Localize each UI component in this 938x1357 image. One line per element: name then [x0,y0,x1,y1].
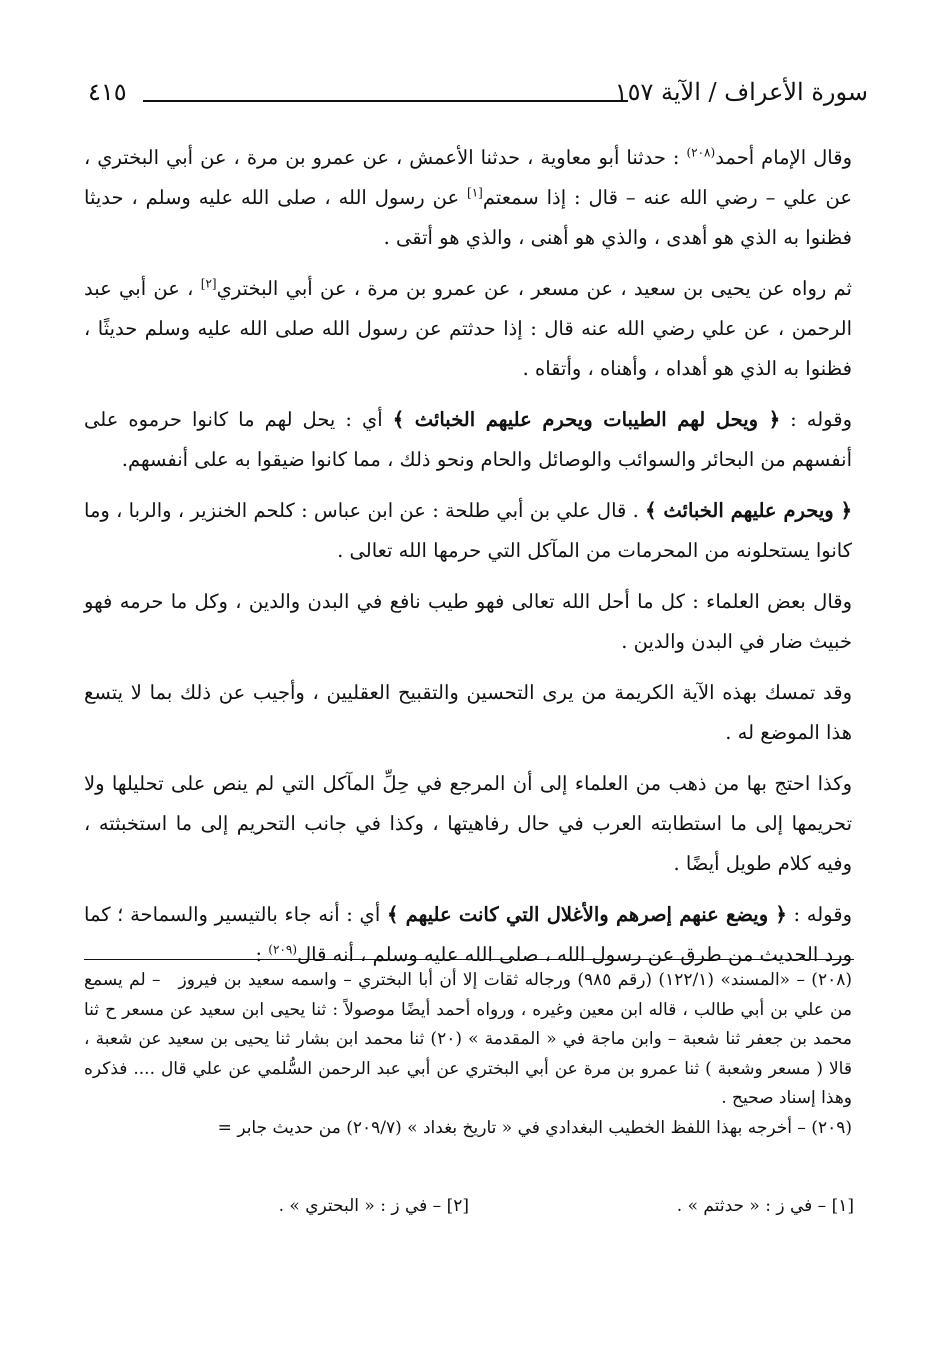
paragraph-1 [84,138,852,258]
page-header [88,78,868,118]
quran-quote: ﴿ ويحرم عليهم الخبائث ﴾ [645,499,853,522]
page-number: ٤١٥ [88,78,127,106]
variant-note-2: [٢] – في ز : « البحتري » . [278,1196,469,1216]
footnote-208-first-line: (٢٠٨) – «المسند» (١٢٢/١) (رقم ٩٨٥) ورجاله ثقات إلا أن أبا البختري – واسمه سعيد بن فيروز [178,970,852,990]
text-span: عن رسول الله ، صلى الله عليه وسلم ، حديثا فظنوا به الذي هو أهدى ، والذي هو أهنى ، والذي هو أتقى . [84,186,852,249]
paragraph-4 [84,491,852,571]
header-rule [143,100,628,102]
paragraph-7: وكذا احتج بها من ذهب من العلماء إلى أن المرجع في حِلِّ المآكل التي لم ينص على تحليلها ولا تحريمها إلى ما استطابته العرب في حال رفاهيتها ، وكذا في جانب التحريم إلى ما استخبثته ، وفيه كلام طويل أيضًا . [84,772,852,875]
footnote-ref-209: (٢٠٩) [268,942,298,957]
quran-quote: ﴿ ويحل لهم الطيبات ويحرم عليهم الخبائث ﴾ [392,408,781,431]
variant-notes [84,1196,854,1228]
text-span: أي : أنه جاء بالتيسير والسماحة ؛ كما ورد الحديث من طرق عن رسول الله ، صلى الله عليه وسلم ، أنه قال [84,903,852,966]
main-text [84,138,852,986]
footnote-208 [84,966,852,1114]
paragraph-5: وقال بعض العلماء : كل ما أحل الله تعالى فهو طيب نافع في البدن والدين ، وكل ما حرمه فهو خبيث ضار في البدن والدين . [84,590,852,653]
text-span: أي : يحل لهم ما كانوا حرموه على أنفسهم من البحائر والسوائب والوصائل والحام ونحو ذلك ، مما كانوا ضيقوا به على أنفسهم. [84,408,852,471]
variant-ref-2: [٢] [200,276,217,291]
footnote-separator [84,959,854,960]
footnote-209: (٢٠٩) – أخرجه بهذا اللفظ الخطيب البغدادي في « تاريخ بغداد » (٢٠٩/٧) من حديث جابر = [217,1117,852,1138]
variant-note-1: [١] – في ز : « حدثتم » . [676,1196,854,1216]
variant-ref-1: [١] [467,185,483,200]
text-span: : [255,943,269,966]
quran-quote: ﴿ ويضع عنهم إصرهم والأغلال التي كانت عليهم ﴾ [386,903,787,926]
text-span: وقال الإمام أحمد [715,146,852,169]
footnotes [84,966,852,1143]
paragraph-8 [84,895,852,975]
text-span: : حدثنا أبو معاوية ، حدثنا الأعمش ، عن عمرو بن مرة ، عن أبي البختري ، عن علي – رضي الله عنه – قال : إذا سمعتم [84,146,852,209]
text-span: ، عن أبي عبد الرحمن ، عن علي رضي الله عنه قال : إذا حدثتم عن رسول الله صلى الله عليه وسلم حديثًا ، فظنوا به الذي هو أهداه ، وأهناه ، وأتقاه . [84,277,852,380]
text-span: وقوله : [786,903,852,926]
text-span: وقوله : [780,408,852,431]
text-span: . قال علي بن أبي طلحة : عن ابن عباس : كلحم الخنزير ، والربا ، وما كانوا يستحلونه من المحرمات من المآكل التي حرمها الله تعالى . [84,499,852,562]
paragraph-2 [84,269,852,389]
footnote-ref-208: (٢٠٨) [686,145,716,160]
paragraph-6: وقد تمسك بهذه الآية الكريمة من يرى التحسين والتقبيح العقليين ، وأجيب عن ذلك بما لا يتسع هذا الموضع له . [84,681,852,744]
running-title: سورة الأعراف / الآية ١٥٧ [614,78,868,106]
footnote-208-continuation: – لم يسمع من علي بن أبي طالب ، قاله ابن معين وغيره ، ورواه أحمد أيضًا موصولاً : ثنا يحيى ابن سعيد عن مسعر ح ثنا محمد بن جعفر ثنا شعبة – وابن ماجة في « المقدمة » (٢٠) ثنا محمد ابن بشار ثنا يحيى بن سعيد عن شعبة ، قالا ( مسعر وشعبة ) ثنا عمرو بن مرة عن أبي البختري عن أبي عبد الرحمن السُّلمي عن علي قال .... فذكره وهذا إسناد صحيح . [84,970,852,1108]
text-span: ثم رواه عن يحيى بن سعيد ، عن مسعر ، عن عمرو بن مرة ، عن أبي البختري [216,277,852,300]
paragraph-3 [84,400,852,480]
